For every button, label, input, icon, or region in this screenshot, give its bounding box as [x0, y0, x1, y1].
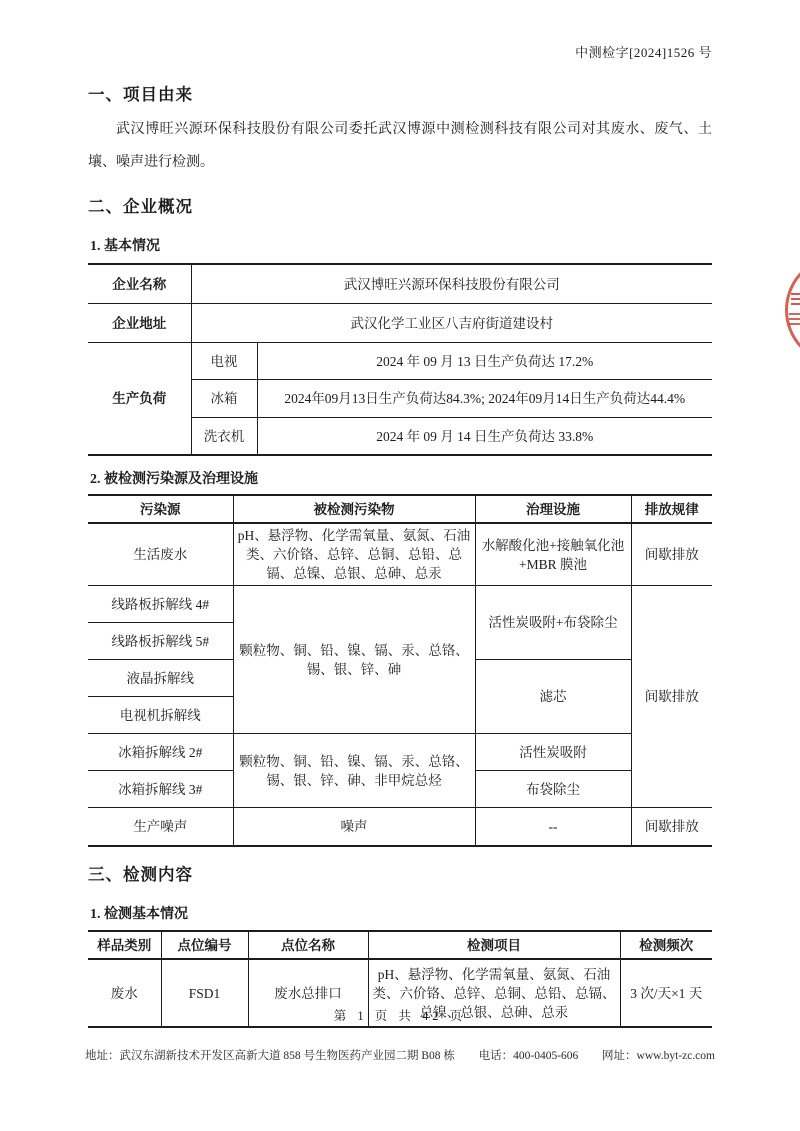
table-row	[88, 808, 712, 847]
col-header-point-code: 点位编号	[161, 931, 248, 959]
pattern-noise: 间歇排放	[631, 808, 712, 847]
treatment-carbon: 活性炭吸附	[475, 734, 631, 771]
treatment-filter: 滤芯	[475, 660, 631, 734]
company-name-label: 企业名称	[88, 264, 191, 304]
table-row	[88, 304, 712, 343]
seal-text-fragment	[791, 293, 800, 306]
load-item-washer: 洗衣机	[191, 418, 257, 456]
section1-paragraph: 武汉博旺兴源环保科技股份有限公司委托武汉博源中测检测科技有限公司对其废水、废气、土壤、噪声进行检测。	[88, 122, 712, 170]
load-value-tv: 2024 年 09 月 13 日生产负荷达 17.2%	[257, 343, 712, 380]
pollutants-noise: 噪声	[233, 808, 475, 847]
sample-category: 废水	[88, 959, 161, 1027]
load-item-fridge: 冰箱	[191, 380, 257, 418]
col-header-sample-category: 样品类别	[88, 931, 161, 959]
col-header-point-name: 点位名称	[248, 931, 368, 959]
footer-address: 地址：武汉东湖新技术开发区高新大道 858 号生物医药产业园二期 B08 栋	[85, 1050, 455, 1062]
table-row	[88, 343, 712, 380]
page-number: 第 1 页 共 42 页	[333, 1009, 467, 1023]
load-item-tv: 电视	[191, 343, 257, 380]
company-address-value: 武汉化学工业区八吉府街道建设村	[191, 304, 712, 343]
col-header-pollutants: 被检测污染物	[233, 495, 475, 523]
treatment-bag: 布袋除尘	[475, 771, 631, 808]
pattern-domestic: 间歇排放	[631, 523, 712, 586]
source-fridge-line2: 冰箱拆解线 2#	[88, 734, 233, 771]
treatment-carbon-bag: 活性炭吸附+布袋除尘	[475, 586, 631, 660]
table-header-row	[88, 495, 712, 523]
document-number: 中测检字[2024]1526 号	[575, 45, 712, 60]
section3-subtitle-1: 1. 检测基本情况	[90, 907, 188, 922]
table-row	[88, 734, 712, 771]
treatment-noise: --	[475, 808, 631, 847]
section3-title: 三、检测内容	[88, 865, 193, 884]
source-fridge-line3: 冰箱拆解线 3#	[88, 771, 233, 808]
section2-title: 二、企业概况	[88, 197, 193, 216]
section2-subtitle-1: 1. 基本情况	[90, 239, 160, 254]
official-seal-stamp	[785, 255, 800, 365]
footer-website: 网址：www.byt-zc.com	[602, 1050, 715, 1062]
table-header-row	[88, 931, 712, 959]
point-code: FSD1	[161, 959, 248, 1027]
source-circuit-line4: 线路板拆解线 4#	[88, 586, 233, 623]
monitoring-items: pH、悬浮物、化学需氧量、氨氮、石油类、六价铬、总锌、总铜、总铅、总镉、总镍、总银、总砷、总汞	[368, 959, 620, 1027]
source-domestic-wastewater: 生活废水	[88, 523, 233, 586]
col-header-frequency: 检测频次	[620, 931, 712, 959]
page-content	[88, 0, 712, 1028]
source-production-noise: 生产噪声	[88, 808, 233, 847]
table-row	[88, 523, 712, 586]
pollutants-dismantle-lines: 颗粒物、铜、铅、镍、镉、汞、总铬、锡、银、锌、砷	[233, 586, 475, 734]
source-circuit-line5: 线路板拆解线 5#	[88, 623, 233, 660]
load-value-fridge: 2024年09月13日生产负荷达84.3%; 2024年09月14日生产负荷达44.4%	[257, 380, 712, 418]
production-load-label: 生产负荷	[88, 343, 191, 456]
monitoring-frequency: 3 次/天×1 天	[620, 959, 712, 1027]
load-value-washer: 2024 年 09 月 14 日生产负荷达 33.8%	[257, 418, 712, 456]
section2-subtitle-2: 2. 被检测污染源及治理设施	[90, 472, 258, 487]
col-header-source: 污染源	[88, 495, 233, 523]
pollutants-domestic: pH、悬浮物、化学需氧量、氨氮、石油类、六价铬、总锌、总铜、总铅、总镉、总镍、总银、总砷、总汞	[233, 523, 475, 586]
company-name-value: 武汉博旺兴源环保科技股份有限公司	[191, 264, 712, 304]
point-name: 废水总排口	[248, 959, 368, 1027]
seal-text-fragment	[789, 313, 800, 327]
table-row	[88, 586, 712, 623]
footer-contact-line	[85, 1047, 715, 1063]
source-tv-line: 电视机拆解线	[88, 697, 233, 734]
col-header-items: 检测项目	[368, 931, 620, 959]
pattern-dismantle-lines: 间歇排放	[631, 586, 712, 808]
source-lcd-line: 液晶拆解线	[88, 660, 233, 697]
treatment-domestic: 水解酸化池+接触氧化池+MBR 膜池	[475, 523, 631, 586]
section1-title: 一、项目由来	[88, 85, 193, 104]
pollution-sources-table	[88, 494, 712, 847]
table-row	[88, 264, 712, 304]
company-address-label: 企业地址	[88, 304, 191, 343]
company-info-table	[88, 263, 712, 456]
footer-phone: 电话：400-0405-606	[478, 1050, 579, 1062]
col-header-pattern: 排放规律	[631, 495, 712, 523]
pollutants-fridge-lines: 颗粒物、铜、铅、镍、镉、汞、总铬、锡、银、锌、砷、非甲烷总烃	[233, 734, 475, 808]
col-header-treatment: 治理设施	[475, 495, 631, 523]
